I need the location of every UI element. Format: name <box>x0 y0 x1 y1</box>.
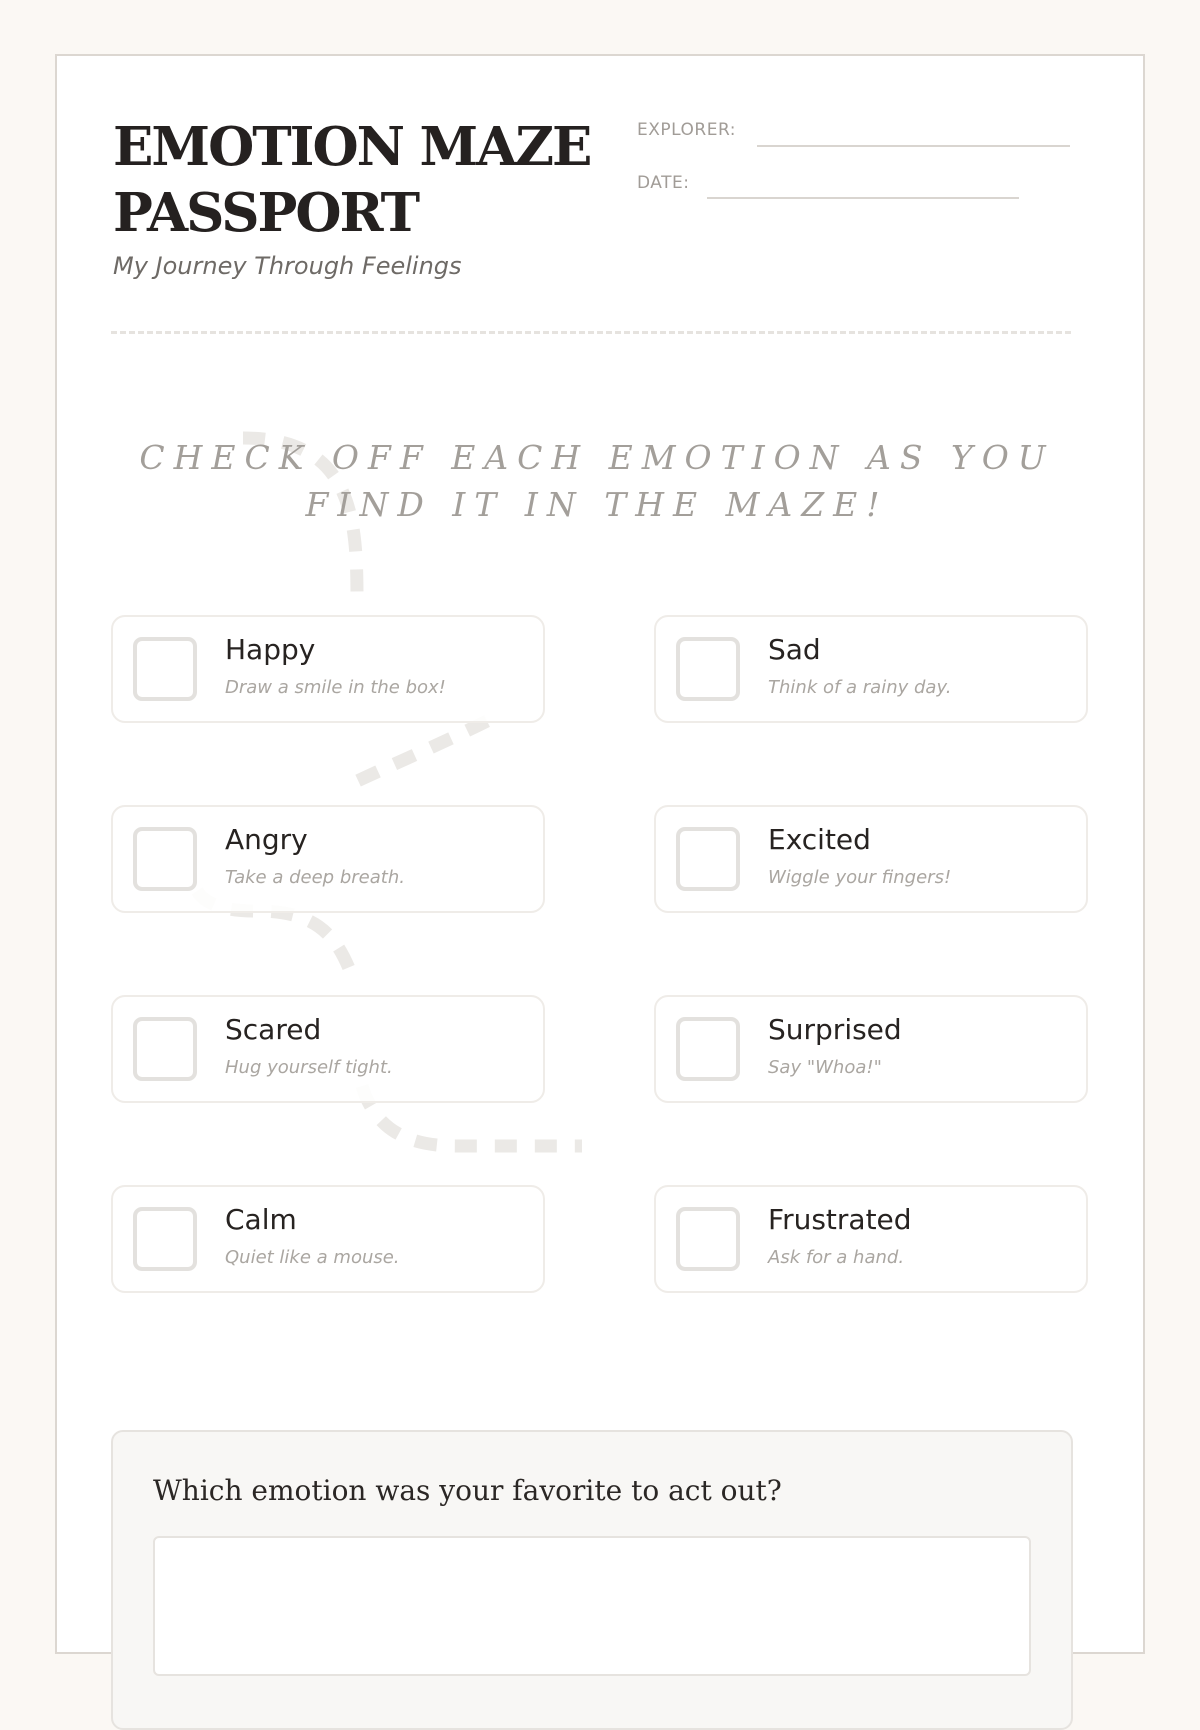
emotion-checkbox[interactable] <box>676 827 740 891</box>
emotion-checkbox[interactable] <box>133 637 197 701</box>
reflection-question: Which emotion was your favorite to act out? <box>153 1474 782 1507</box>
emotion-hint: Say "Whoa!" <box>768 1057 882 1078</box>
emotion-card-surprised[interactable] <box>654 995 1088 1103</box>
emotion-checkbox[interactable] <box>133 1207 197 1271</box>
explorer-label: EXPLORER: <box>637 120 736 140</box>
emotion-card-angry[interactable] <box>111 805 545 913</box>
date-label: DATE: <box>637 173 690 193</box>
emotion-name: Excited <box>768 823 871 856</box>
emotion-card-frustrated[interactable] <box>654 1185 1088 1293</box>
emotion-card-calm[interactable] <box>111 1185 545 1293</box>
emotion-name: Scared <box>225 1013 322 1046</box>
emotion-name: Surprised <box>768 1013 902 1046</box>
emotion-hint: Quiet like a mouse. <box>225 1247 400 1268</box>
emotion-name: Angry <box>225 823 308 856</box>
emotion-hint: Hug yourself tight. <box>225 1057 393 1078</box>
emotion-checkbox[interactable] <box>133 1017 197 1081</box>
page-title: EMOTION MAZE PASSPORT <box>113 116 591 244</box>
emotion-name: Happy <box>225 633 316 666</box>
emotion-checkbox[interactable] <box>676 637 740 701</box>
emotion-hint: Ask for a hand. <box>768 1247 905 1268</box>
passport-sheet <box>55 54 1145 1654</box>
emotion-hint: Draw a smile in the box! <box>225 677 446 698</box>
emotion-checkbox[interactable] <box>676 1017 740 1081</box>
emotion-card-scared[interactable] <box>111 995 545 1103</box>
emotion-checkbox[interactable] <box>133 827 197 891</box>
emotion-name: Frustrated <box>768 1203 912 1236</box>
instruction-text: CHECK OFF EACH EMOTION AS YOU FIND IT IN THE MAZE! <box>139 438 1055 524</box>
emotion-card-happy[interactable] <box>111 615 545 723</box>
emotion-name: Sad <box>768 633 821 666</box>
emotion-hint: Think of a rainy day. <box>768 677 952 698</box>
page-subtitle: My Journey Through Feelings <box>113 252 462 280</box>
emotion-hint: Wiggle your fingers! <box>768 867 952 888</box>
emotion-card-excited[interactable] <box>654 805 1088 913</box>
emotion-name: Calm <box>225 1203 297 1236</box>
emotion-checkbox[interactable] <box>676 1207 740 1271</box>
emotion-card-sad[interactable] <box>654 615 1088 723</box>
emotion-hint: Take a deep breath. <box>225 867 405 888</box>
reflection-section <box>111 1430 1073 1730</box>
reflection-answer-field[interactable] <box>153 1536 1031 1676</box>
